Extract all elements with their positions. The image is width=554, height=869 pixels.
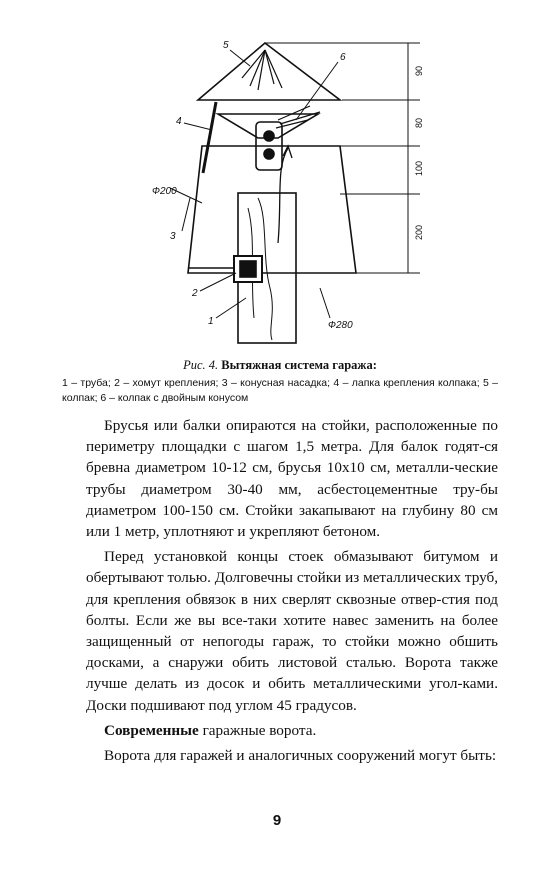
cone-nozzle (188, 146, 356, 273)
paragraph-text: гаражные ворота. (198, 721, 317, 739)
paragraph-text: Перед установкой концы стоек обмазывают битумом и обертывают толью. Долговечны стойки из металлических труб, для крепления обвязок в них сверлят сквозные отвер-стия под болты. Если же вы все-таки хотите навес заменить на более защищенный от непогоды гараж, то стойки можно обшить досками, а снаружи обить листовой сталью. Ворота также лучше делать из досок и обить металлическими угол-ками. Доски подшивают под углом 45 градусов. (86, 548, 498, 714)
paragraph (86, 546, 498, 716)
figure-title: Вытяжная система гаража: (221, 358, 377, 372)
dimension-80: 80 (414, 117, 424, 128)
body-text (86, 415, 498, 770)
paragraph (86, 745, 498, 766)
exhaust-system-drawing (150, 28, 440, 358)
callout-2: 2 (192, 288, 198, 299)
figure-caption (60, 358, 500, 373)
callout-5: 5 (223, 40, 229, 51)
paragraph (86, 415, 498, 542)
callout-6: 6 (340, 52, 346, 63)
paragraph-bold-lead: Современные (104, 721, 199, 739)
paragraph (86, 720, 498, 741)
cap-shape (198, 43, 340, 100)
figure-legend: 1 – труба; 2 – хомут крепления; 3 – конусная насадка; 4 – лапка крепления колпака; 5 – колпак; 6 – колпак с двойным конусом (62, 377, 498, 404)
paragraph-text: Ворота для гаражей и аналогичных сооружений могут быть: (104, 747, 497, 765)
dimension-200: 200 (414, 224, 424, 240)
page-number: 9 (272, 812, 282, 829)
diameter-small-label: Ф200 (152, 186, 177, 197)
callout-4: 4 (176, 116, 182, 127)
callout-3: 3 (170, 231, 176, 242)
dimension-100: 100 (414, 160, 424, 176)
paragraph-text: Брусья или балки опираются на стойки, расположенные по периметру площадки с шагом 1,5 метра. Для балок годят-ся бревна диаметром 10-12 см, брусья 10х10 см, металли-ческие трубы диаметром 30-40 мм, асбестоцементные тру-бы диаметром 100-150 см. Стойки закапывают на глубину 80 см или 1 метр, уплотняют и укрепляют бетоном. (86, 417, 498, 541)
figure-number: Рис. 4. (183, 358, 219, 372)
diameter-large-label: Ф280 (328, 320, 353, 331)
exhaust-system-figure (150, 28, 440, 358)
dimension-90: 90 (414, 65, 424, 76)
callout-1: 1 (208, 316, 214, 327)
